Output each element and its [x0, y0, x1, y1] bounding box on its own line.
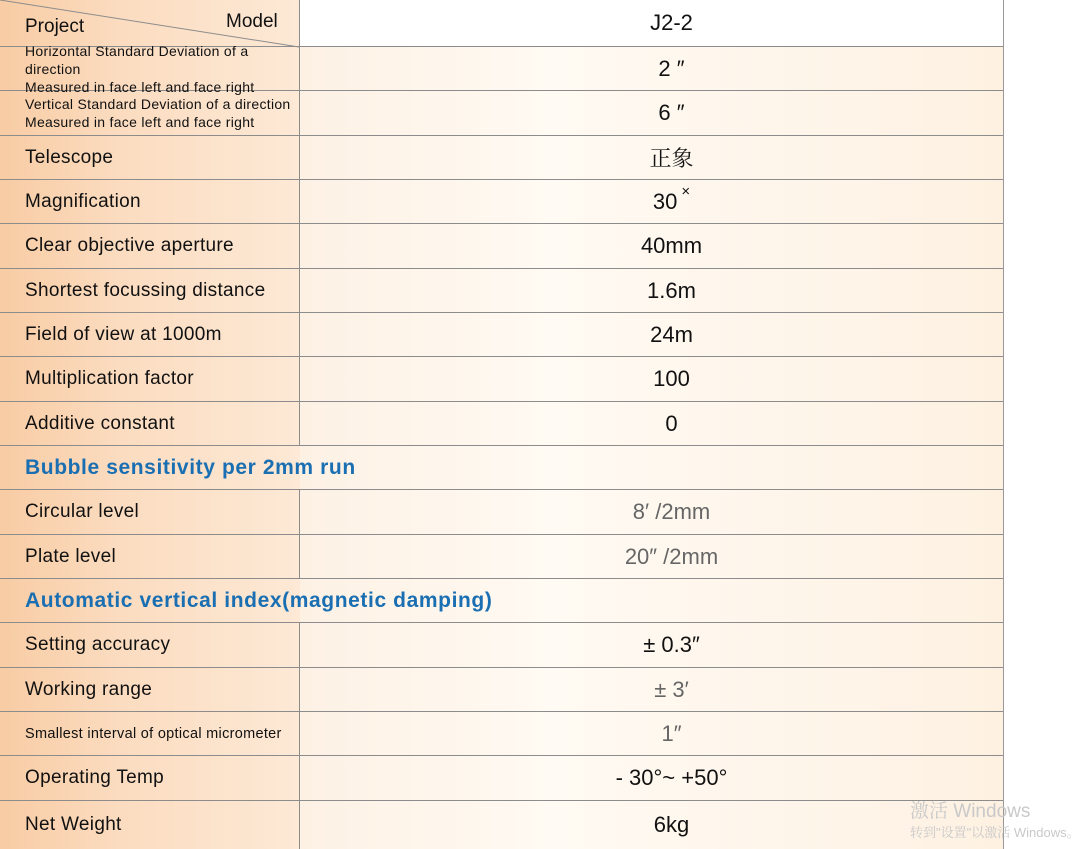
table-row: [0, 490, 1003, 535]
row-value: 正象: [649, 146, 694, 171]
table-row: [0, 136, 1003, 180]
row-label-line2: Measured in face left and face right: [25, 78, 255, 95]
section-title-auto-index: Automatic vertical index(magnetic damping): [25, 588, 493, 612]
row-value: ± 0.3″: [643, 632, 700, 657]
row-label: [25, 91, 300, 135]
table-row: [0, 402, 1003, 446]
table-row: [0, 668, 1003, 712]
row-label: Multiplication factor: [25, 368, 194, 389]
table-row: [0, 801, 1003, 849]
activation-watermark-subtitle: 转到"设置"以激活 Windows。: [910, 825, 1080, 840]
row-label: Circular level: [25, 501, 140, 522]
row-label-line1: Horizontal Standard Deviation of a direction: [25, 42, 249, 77]
section-header-row: [0, 579, 1003, 623]
row-label: Telescope: [25, 146, 114, 168]
row-value: 2 ″: [658, 55, 685, 81]
row-value: 40mm: [640, 233, 703, 258]
table-row: [0, 357, 1003, 402]
table-row: [0, 269, 1003, 313]
row-label-line1: Vertical Standard Deviation of a direction: [25, 96, 291, 112]
row-value: 24m: [650, 321, 693, 347]
row-label: Plate level: [25, 545, 116, 567]
row-label-line2: Measured in face left and face right: [25, 114, 255, 130]
row-label: [25, 42, 300, 95]
row-value: 0: [665, 410, 678, 436]
row-label: Smallest interval of optical micrometer: [25, 725, 282, 742]
row-label: Shortest focussing distance: [25, 279, 266, 301]
row-value: [300, 180, 1003, 223]
row-label: Setting accuracy: [25, 634, 171, 655]
magnification-times-symbol: ×: [681, 183, 691, 200]
activation-watermark-title: 激活 Windows: [910, 801, 1031, 822]
row-value: 100: [653, 366, 690, 391]
header-model-label: Model: [226, 11, 278, 32]
section-title-bubble: Bubble sensitivity per 2mm run: [25, 455, 356, 479]
table-row: [0, 91, 1003, 136]
row-value: 6kg: [653, 812, 690, 837]
table-row: [0, 756, 1003, 801]
section-header-row: [0, 446, 1003, 490]
table-row: [0, 313, 1003, 357]
header-row: [0, 0, 1003, 47]
table-row: [0, 712, 1003, 756]
row-value: 8′ /2mm: [632, 499, 711, 524]
row-label: Magnification: [25, 190, 141, 212]
row-label: Operating Temp: [25, 767, 165, 788]
table-row: [0, 180, 1003, 224]
row-value: - 30°~ +50°: [615, 765, 728, 790]
row-label: Additive constant: [25, 412, 175, 434]
table-row: [0, 224, 1003, 269]
row-label: Field of view at 1000m: [25, 323, 222, 345]
model-value: J2-2: [300, 0, 1003, 46]
row-value: 20″ /2mm: [624, 543, 719, 569]
row-value: 1″: [661, 720, 682, 746]
table-row: [0, 535, 1003, 579]
row-label: Working range: [25, 678, 153, 700]
magnification-number: 30: [652, 188, 678, 214]
table-row: [0, 42, 1003, 95]
row-value: ± 3′: [654, 676, 689, 702]
table-row: [0, 623, 1003, 668]
row-value: 6 ″: [658, 100, 685, 125]
row-label: Clear objective aperture: [25, 235, 234, 256]
header-project-label: Project: [25, 16, 85, 37]
row-value: 1.6m: [647, 277, 696, 303]
row-label: Net Weight: [25, 814, 122, 835]
